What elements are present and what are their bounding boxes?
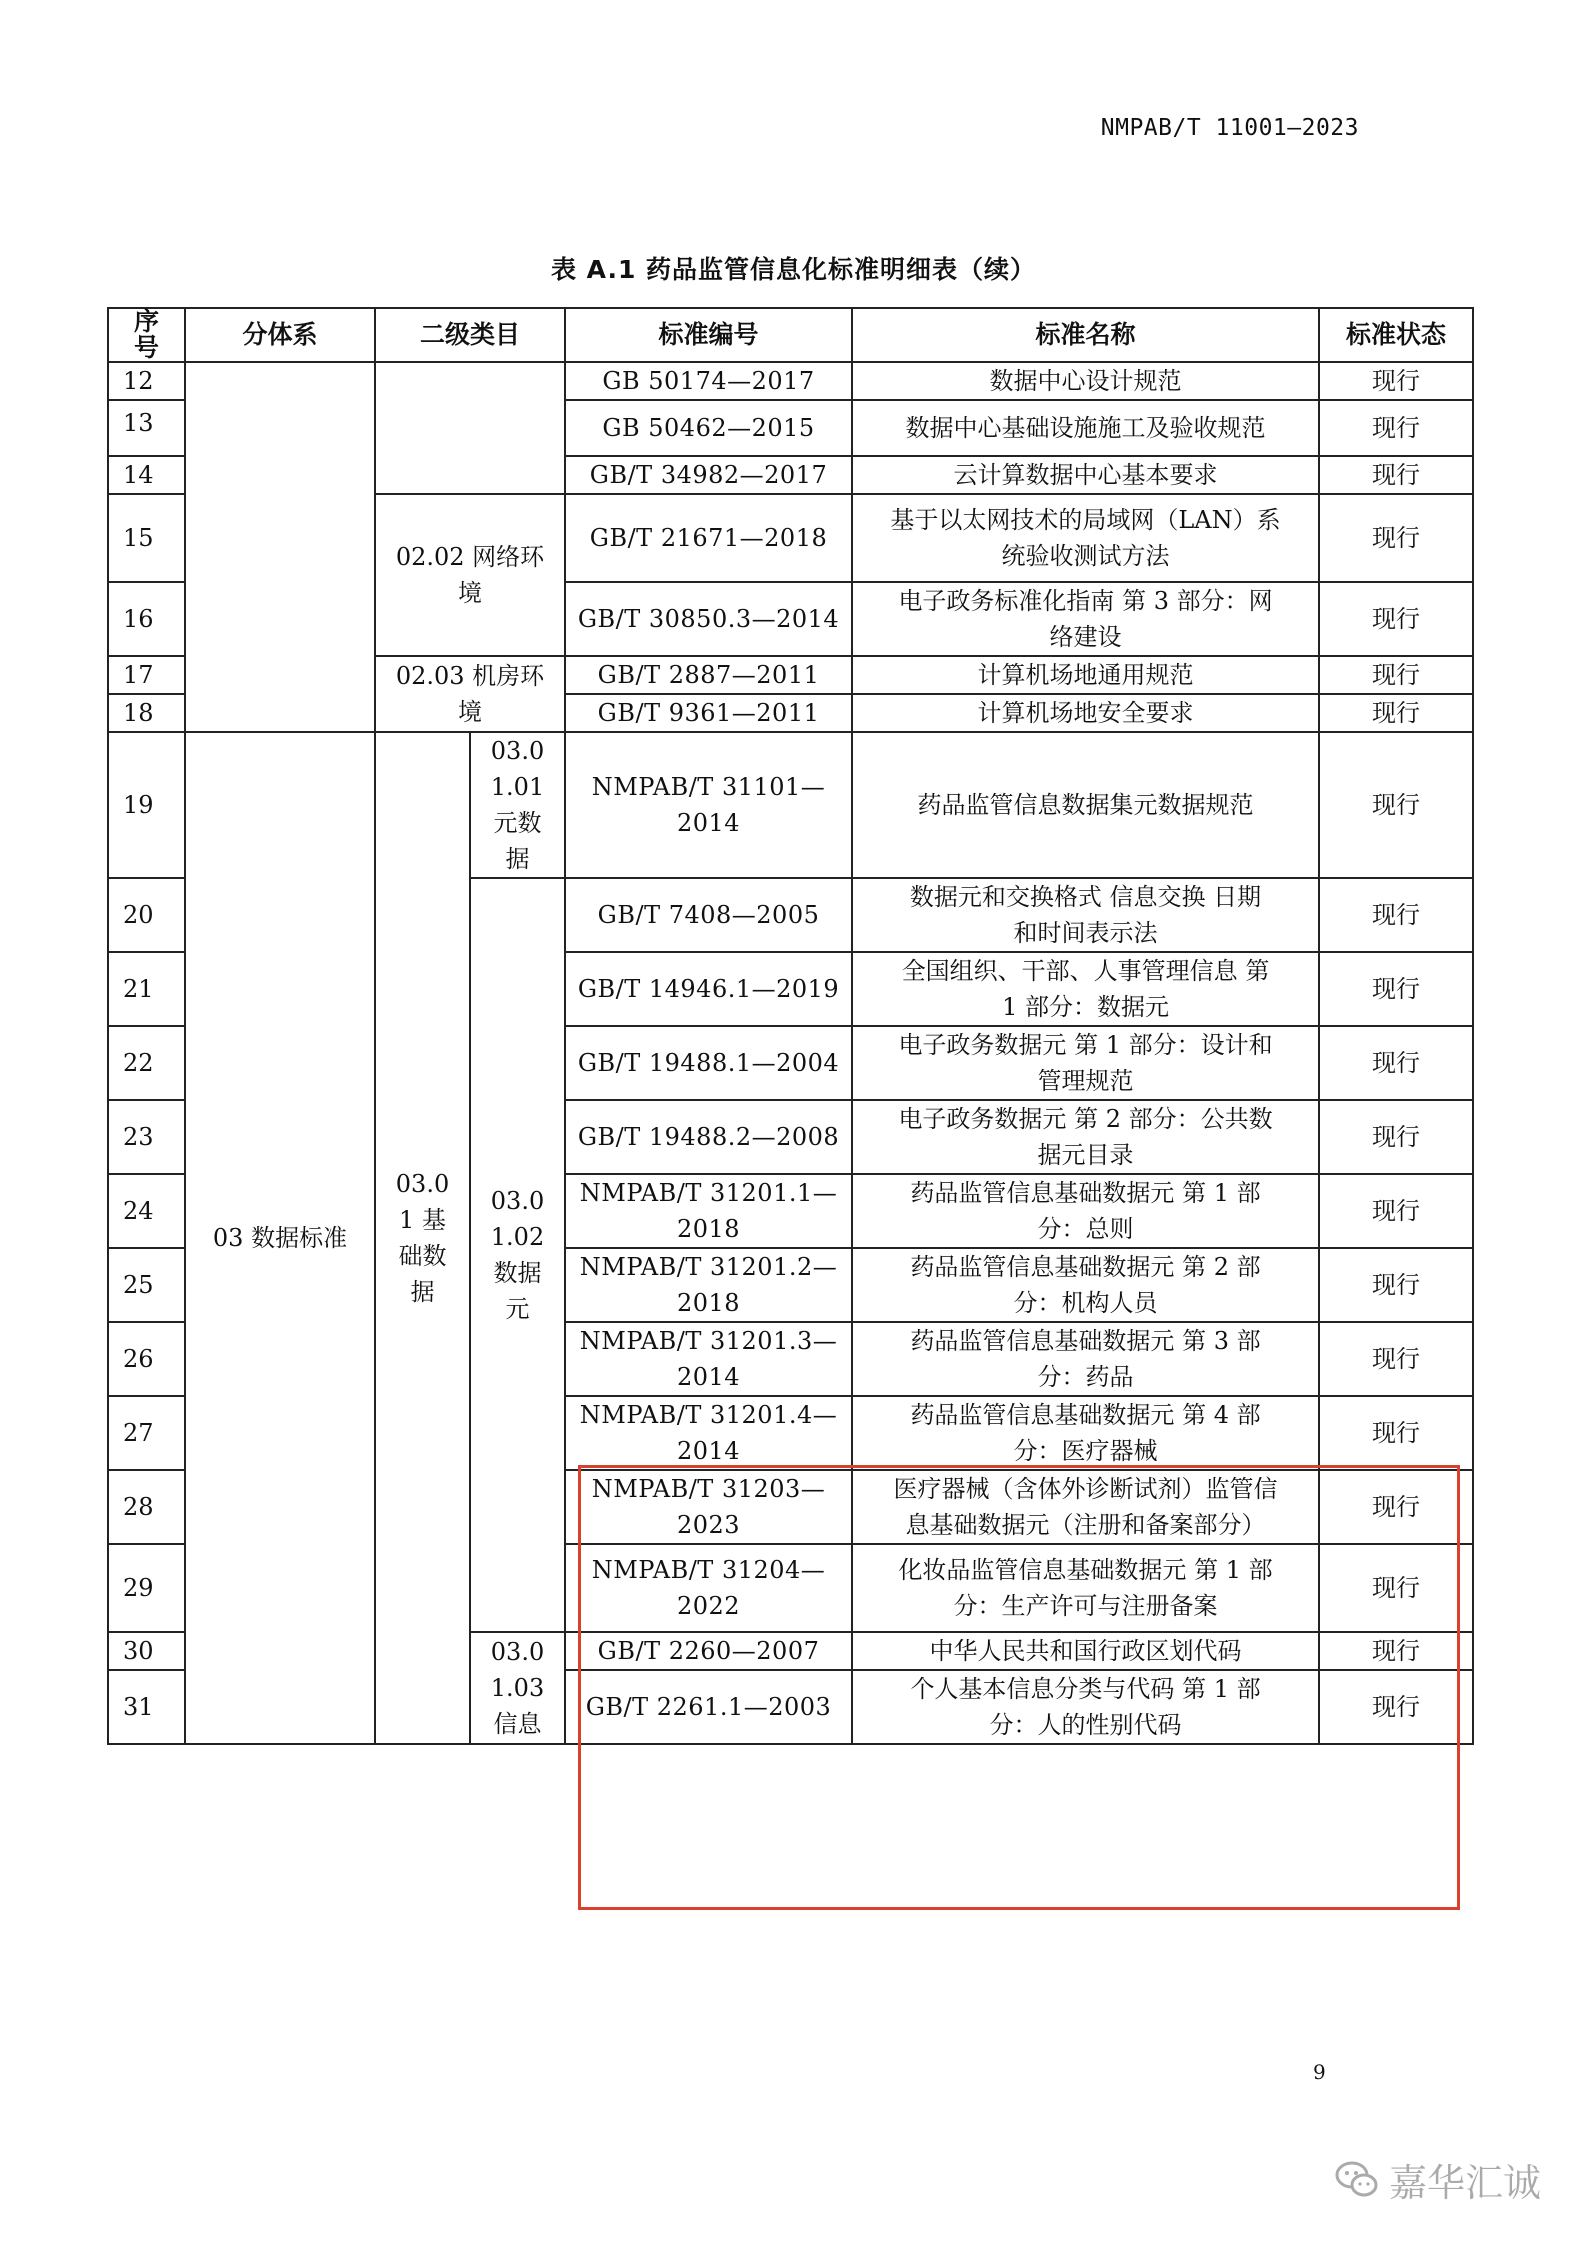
standard-code: NMPAB/T 31203— 2023 [565,1470,852,1544]
row-number: 20 [108,878,185,952]
standard-status: 现行 [1319,1632,1473,1670]
column-header-subsystem: 分体系 [185,308,375,362]
standard-code: GB/T 14946.1—2019 [565,952,852,1026]
standard-name: 中华人民共和国行政区划代码 [852,1632,1319,1670]
wechat-icon [1335,2160,1379,2200]
standard-name: 药品监管信息基础数据元 第 1 部 分：总则 [852,1174,1319,1248]
standard-code: GB 50462—2015 [565,400,852,456]
category-cell-blank [375,362,565,494]
standard-name: 数据中心设计规范 [852,362,1319,400]
category-cell: 02.03 机房环 境 [375,656,565,732]
standard-code: NMPAB/T 31201.1— 2018 [565,1174,852,1248]
standard-code: NMPAB/T 31201.2— 2018 [565,1248,852,1322]
standard-status: 现行 [1319,362,1473,400]
row-number: 21 [108,952,185,1026]
row-number: 15 [108,494,185,582]
column-header-code: 标准编号 [565,308,852,362]
standard-code: NMPAB/T 31204— 2022 [565,1544,852,1632]
row-number: 24 [108,1174,185,1248]
standard-code: GB/T 34982—2017 [565,456,852,494]
row-number: 29 [108,1544,185,1632]
standard-name: 电子政务标准化指南 第 3 部分：网 络建设 [852,582,1319,656]
standard-status: 现行 [1319,1174,1473,1248]
subsystem-cell-blank [185,362,375,732]
row-number: 31 [108,1670,185,1744]
standard-name: 全国组织、干部、人事管理信息 第 1 部分：数据元 [852,952,1319,1026]
standard-name: 电子政务数据元 第 2 部分：公共数 据元目录 [852,1100,1319,1174]
standard-name: 药品监管信息基础数据元 第 2 部 分：机构人员 [852,1248,1319,1322]
standard-name: 计算机场地通用规范 [852,656,1319,694]
row-number: 26 [108,1322,185,1396]
row-number: 25 [108,1248,185,1322]
standard-code: NMPAB/T 31201.3— 2014 [565,1322,852,1396]
standard-code: NMPAB/T 31201.4— 2014 [565,1396,852,1470]
standard-code: GB/T 19488.2—2008 [565,1100,852,1174]
table-row [108,362,1473,400]
standard-status: 现行 [1319,1026,1473,1100]
row-number: 18 [108,694,185,732]
row-number: 17 [108,656,185,694]
row-number: 28 [108,1470,185,1544]
standard-code: GB/T 19488.1—2004 [565,1026,852,1100]
standard-code: GB/T 30850.3—2014 [565,582,852,656]
column-header-name: 标准名称 [852,308,1319,362]
row-number: 23 [108,1100,185,1174]
standard-status: 现行 [1319,1470,1473,1544]
subcategory-cell: 03.0 1.03 信息 [470,1632,565,1744]
standard-status: 现行 [1319,1396,1473,1470]
standard-name: 药品监管信息基础数据元 第 4 部 分：医疗器械 [852,1396,1319,1470]
category-cell: 02.02 网络环 境 [375,494,565,656]
standard-code: NMPAB/T 31101— 2014 [565,732,852,878]
table-header-row [108,308,1473,362]
standard-name: 数据中心基础设施施工及验收规范 [852,400,1319,456]
standard-name: 医疗器械（含体外诊断试剂）监管信 息基础数据元（注册和备案部分） [852,1470,1319,1544]
standard-name: 电子政务数据元 第 1 部分：设计和 管理规范 [852,1026,1319,1100]
row-number: 27 [108,1396,185,1470]
standard-name: 计算机场地安全要求 [852,694,1319,732]
standard-status: 现行 [1319,878,1473,952]
standard-status: 现行 [1319,694,1473,732]
column-header-status: 标准状态 [1319,308,1473,362]
watermark [1335,2152,1541,2207]
standard-name: 基于以太网技术的局域网（LAN）系 统验收测试方法 [852,494,1319,582]
standard-status: 现行 [1319,1248,1473,1322]
row-number: 12 [108,362,185,400]
row-number: 22 [108,1026,185,1100]
standard-name: 个人基本信息分类与代码 第 1 部 分：人的性别代码 [852,1670,1319,1744]
standard-status: 现行 [1319,1670,1473,1744]
subsystem-cell: 03 数据标准 [185,732,375,1744]
standard-status: 现行 [1319,400,1473,456]
standard-code: GB/T 2260—2007 [565,1632,852,1670]
standards-table [107,307,1474,1745]
document-code: NMPAB/T 11001—2023 [1100,115,1359,141]
standard-code: GB/T 2887—2011 [565,656,852,694]
subcategory-cell: 03.0 1.02 数据 元 [470,878,565,1632]
standard-code: GB 50174—2017 [565,362,852,400]
column-header-category: 二级类目 [375,308,565,362]
watermark-text: 嘉华汇诚 [1389,2161,1542,2205]
standard-name: 云计算数据中心基本要求 [852,456,1319,494]
page-number: 9 [1313,2060,1326,2084]
row-number: 13 [108,400,185,456]
standard-status: 现行 [1319,1544,1473,1632]
row-number: 30 [108,1632,185,1670]
row-number: 16 [108,582,185,656]
category-cell: 03.0 1 基 础数 据 [375,732,470,1744]
standard-code: GB/T 9361—2011 [565,694,852,732]
standard-code: GB/T 21671—2018 [565,494,852,582]
standard-status: 现行 [1319,494,1473,582]
standard-name: 药品监管信息基础数据元 第 3 部 分：药品 [852,1322,1319,1396]
row-number: 19 [108,732,185,878]
standard-name: 数据元和交换格式 信息交换 日期 和时间表示法 [852,878,1319,952]
standard-name: 药品监管信息数据集元数据规范 [852,732,1319,878]
column-header-seq: 序 号 [108,308,185,362]
standard-status: 现行 [1319,952,1473,1026]
standard-status: 现行 [1319,732,1473,878]
standard-code: GB/T 2261.1—2003 [565,1670,852,1744]
standard-status: 现行 [1319,1322,1473,1396]
row-number: 14 [108,456,185,494]
table-row [108,732,1473,878]
standard-status: 现行 [1319,582,1473,656]
standard-status: 现行 [1319,1100,1473,1174]
standard-status: 现行 [1319,656,1473,694]
table-title: 表 A.1 药品监管信息化标准明细表（续） [550,255,1037,284]
standard-name: 化妆品监管信息基础数据元 第 1 部 分：生产许可与注册备案 [852,1544,1319,1632]
subcategory-cell: 03.0 1.01 元数 据 [470,732,565,878]
standard-code: GB/T 7408—2005 [565,878,852,952]
standard-status: 现行 [1319,456,1473,494]
